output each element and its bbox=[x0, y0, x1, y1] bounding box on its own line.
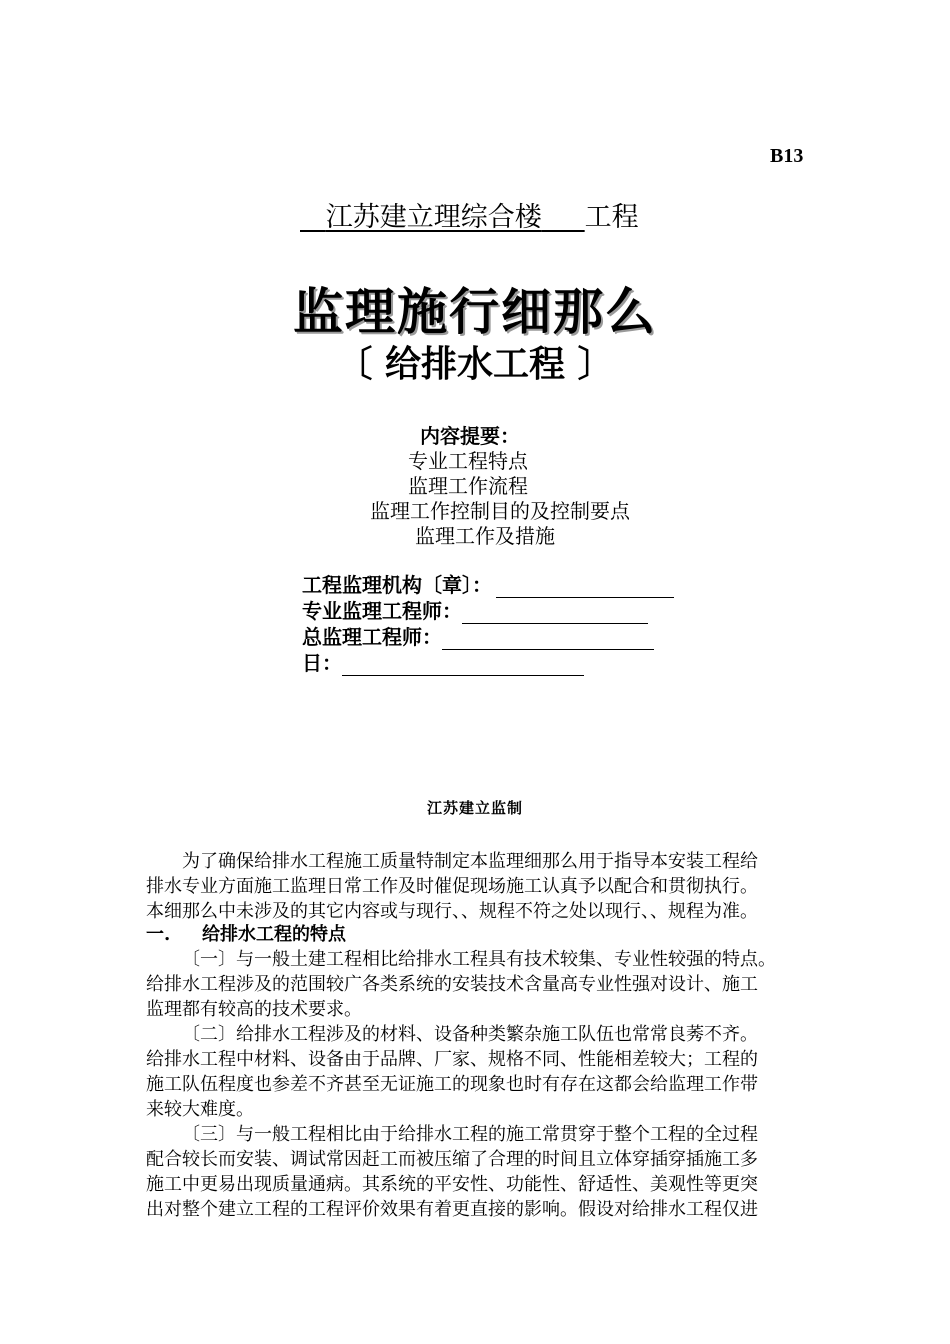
signature-label: 总监理工程师： bbox=[302, 625, 442, 649]
signature-row-organization bbox=[302, 569, 674, 598]
summary-item: 监理工作流程 bbox=[408, 474, 528, 498]
paragraph-line: 〔二〕给排水工程涉及的材料、设备种类繁杂施工队伍也常常良莠不齐。 bbox=[182, 1024, 758, 1045]
paragraph-line: 施工中更易出现质量通病。其系统的平安性、功能性、舒适性、美观性等更突 bbox=[146, 1174, 758, 1195]
summary-item: 专业工程特点 bbox=[408, 449, 528, 473]
main-title: 监理施行细那么 bbox=[293, 283, 657, 341]
intro-line: 为了确保给排水工程施工质量特制定本监理细那么用于指导本安装工程给 bbox=[182, 851, 758, 872]
sub-title: 〔 给排水工程 〕 bbox=[336, 344, 614, 385]
summary-item: 监理工作及措施 bbox=[415, 524, 555, 548]
intro-line: 排水专业方面施工监理日常工作及时催促现场施工认真予以配合和贯彻执行。 bbox=[146, 876, 758, 897]
paragraph-line: 配合较长而安装、调试常因赶工而被压缩了合理的时间且立体穿插穿插施工多 bbox=[146, 1149, 758, 1170]
signature-label: 工程监理机构〔章〕： bbox=[302, 573, 492, 597]
signature-label: 专业监理工程师： bbox=[302, 599, 462, 623]
signature-row-specialist bbox=[302, 595, 648, 624]
project-suffix: 工程 bbox=[584, 202, 639, 233]
signature-label: 日： bbox=[302, 651, 342, 675]
section-number: 一. bbox=[146, 924, 171, 945]
paragraph-line: 出对整个建立工程的工程评价效果有着更直接的影响。假设对给排水工程仅进 bbox=[146, 1199, 758, 1220]
signature-row-chief bbox=[302, 621, 654, 650]
paragraph-line: 施工队伍程度也参差不齐甚至无证施工的现象也时有存在这都会给监理工作带 bbox=[146, 1074, 758, 1095]
paragraph-line: 给排水工程中材料、设备由于品牌、厂家、规格不同、性能相差较大；工程的 bbox=[146, 1049, 758, 1070]
intro-line: 本细那么中未涉及的其它内容或与现行、、规程不符之处以现行、、规程为准。 bbox=[146, 901, 758, 922]
section-title: 给排水工程的特点 bbox=[202, 924, 346, 945]
paragraph-line: 〔三〕与一般工程相比由于给排水工程的施工常贯穿于整个工程的全过程 bbox=[182, 1124, 758, 1145]
document-code: B13 bbox=[770, 145, 804, 167]
paragraph-line: 监理都有较高的技术要求。 bbox=[146, 999, 362, 1020]
paragraph-line: 给排水工程涉及的范围较广各类系统的安装技术含量高专业性强对设计、施工 bbox=[146, 974, 758, 995]
signature-row-date bbox=[302, 647, 584, 676]
paragraph-line: 来较大难度。 bbox=[146, 1099, 254, 1120]
summary-heading: 内容提要： bbox=[420, 424, 520, 448]
paragraph-line: 〔一〕与一般土建工程相比给排水工程具有技术较集、专业性较强的特点。 bbox=[182, 949, 776, 970]
signature-blank[interactable] bbox=[342, 655, 584, 676]
organization-name: 江苏建立监制 bbox=[426, 799, 523, 817]
project-title bbox=[300, 195, 639, 234]
summary-item: 监理工作控制目的及控制要点 bbox=[370, 499, 630, 523]
project-name: 江苏建立理综合楼 bbox=[325, 202, 542, 233]
section-heading bbox=[146, 920, 346, 946]
